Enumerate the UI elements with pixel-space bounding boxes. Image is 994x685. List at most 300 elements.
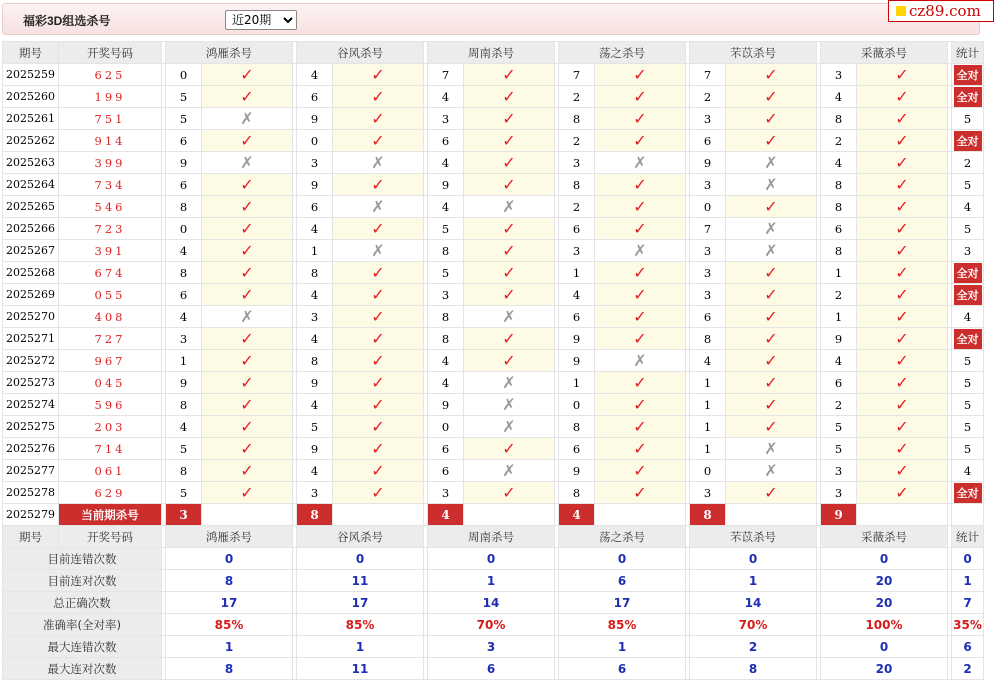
check-icon: ✓ — [595, 64, 686, 86]
kill-number-table — [2, 41, 984, 680]
summary-value: 100% — [821, 614, 948, 636]
summary-value: 70% — [428, 614, 555, 636]
summary-row — [3, 614, 984, 636]
check-icon: ✓ — [333, 130, 424, 152]
check-icon: ✓ — [202, 350, 293, 372]
kill-number: 2 — [821, 394, 857, 416]
check-icon: ✓ — [464, 152, 555, 174]
kill-number: 1 — [821, 306, 857, 328]
header-period: 期号 — [3, 526, 59, 548]
draw-number: 055 — [59, 284, 162, 306]
period-number: 2025261 — [3, 108, 59, 130]
period-number: 2025276 — [3, 438, 59, 460]
summary-label: 总正确次数 — [3, 592, 162, 614]
cross-icon: ✗ — [464, 196, 555, 218]
kill-number: 0 — [559, 394, 595, 416]
header-stats: 统计 — [952, 526, 984, 548]
summary-value: 1 — [297, 636, 424, 658]
check-icon: ✓ — [726, 372, 817, 394]
kill-number: 9 — [821, 328, 857, 350]
check-icon: ✓ — [464, 284, 555, 306]
kill-number: 3 — [428, 284, 464, 306]
table-row — [3, 152, 984, 174]
summary-value: 0 — [821, 636, 948, 658]
summary-label: 最大连对次数 — [3, 658, 162, 680]
kill-number: 6 — [166, 284, 202, 306]
check-icon: ✓ — [333, 372, 424, 394]
check-icon: ✓ — [464, 240, 555, 262]
row-stat: 5 — [952, 174, 984, 196]
header-expert-4: 荡之杀号 — [559, 42, 686, 64]
check-icon: ✓ — [333, 394, 424, 416]
draw-number: 596 — [59, 394, 162, 416]
check-icon: ✓ — [464, 64, 555, 86]
current-kill-number: 3 — [166, 504, 202, 526]
summary-value: 0 — [428, 548, 555, 570]
kill-number: 0 — [166, 64, 202, 86]
header-expert-2: 谷风杀号 — [297, 526, 424, 548]
check-icon: ✓ — [857, 196, 948, 218]
draw-number: 751 — [59, 108, 162, 130]
summary-value: 3 — [428, 636, 555, 658]
brand-logo[interactable] — [888, 0, 994, 22]
current-kill-blank — [464, 504, 555, 526]
summary-label: 目前连对次数 — [3, 570, 162, 592]
check-icon: ✓ — [333, 482, 424, 504]
all-correct-badge: 全对 — [954, 329, 982, 349]
cross-icon: ✗ — [726, 152, 817, 174]
row-stat: 5 — [952, 218, 984, 240]
kill-number: 3 — [821, 64, 857, 86]
current-kill-blank — [857, 504, 948, 526]
kill-number: 5 — [428, 218, 464, 240]
period-number: 2025270 — [3, 306, 59, 328]
period-number: 2025269 — [3, 284, 59, 306]
table-row — [3, 394, 984, 416]
period-number: 2025275 — [3, 416, 59, 438]
cross-icon: ✗ — [464, 460, 555, 482]
table-row — [3, 328, 984, 350]
current-kill-blank — [333, 504, 424, 526]
table-row — [3, 262, 984, 284]
summary-row — [3, 592, 984, 614]
summary-stat-value: 2 — [952, 658, 984, 680]
cross-icon: ✗ — [595, 240, 686, 262]
kill-number: 2 — [690, 86, 726, 108]
summary-value: 8 — [166, 570, 293, 592]
row-stat: 5 — [952, 350, 984, 372]
check-icon: ✓ — [857, 174, 948, 196]
kill-number: 6 — [559, 306, 595, 328]
check-icon: ✓ — [726, 350, 817, 372]
row-stat: 5 — [952, 108, 984, 130]
kill-number: 3 — [690, 482, 726, 504]
kill-number: 1 — [559, 372, 595, 394]
kill-number: 2 — [821, 284, 857, 306]
check-icon: ✓ — [464, 108, 555, 130]
period-number: 2025266 — [3, 218, 59, 240]
kill-number: 6 — [821, 372, 857, 394]
check-icon: ✓ — [202, 460, 293, 482]
kill-number: 8 — [297, 350, 333, 372]
kill-number: 3 — [297, 152, 333, 174]
summary-value: 1 — [690, 570, 817, 592]
check-icon: ✓ — [726, 328, 817, 350]
summary-value: 17 — [166, 592, 293, 614]
draw-number: 967 — [59, 350, 162, 372]
brand-square-icon — [896, 6, 906, 16]
period-number: 2025259 — [3, 64, 59, 86]
period-number: 2025264 — [3, 174, 59, 196]
kill-number: 4 — [297, 218, 333, 240]
check-icon: ✓ — [464, 438, 555, 460]
kill-number: 4 — [166, 416, 202, 438]
kill-number: 8 — [821, 108, 857, 130]
header-row — [3, 526, 984, 548]
check-icon: ✓ — [595, 130, 686, 152]
header-expert-5: 芣苡杀号 — [690, 42, 817, 64]
summary-row — [3, 570, 984, 592]
kill-number: 1 — [690, 372, 726, 394]
table-row — [3, 130, 984, 152]
check-icon: ✓ — [333, 306, 424, 328]
row-stat: 5 — [952, 394, 984, 416]
kill-number: 4 — [428, 152, 464, 174]
kill-number: 3 — [559, 240, 595, 262]
row-stat: 4 — [952, 460, 984, 482]
cross-icon: ✗ — [333, 196, 424, 218]
summary-value: 11 — [297, 658, 424, 680]
check-icon: ✓ — [464, 350, 555, 372]
check-icon: ✓ — [857, 86, 948, 108]
summary-stat-value: 0 — [952, 548, 984, 570]
kill-number: 6 — [166, 174, 202, 196]
cross-icon: ✗ — [464, 372, 555, 394]
kill-number: 5 — [821, 416, 857, 438]
check-icon: ✓ — [202, 328, 293, 350]
kill-number: 9 — [166, 152, 202, 174]
kill-number: 6 — [690, 306, 726, 328]
kill-number: 3 — [166, 328, 202, 350]
kill-number: 5 — [428, 262, 464, 284]
check-icon: ✓ — [857, 284, 948, 306]
header-expert-3: 周南杀号 — [428, 526, 555, 548]
kill-number: 8 — [690, 328, 726, 350]
check-icon: ✓ — [333, 262, 424, 284]
draw-number: 727 — [59, 328, 162, 350]
draw-number: 203 — [59, 416, 162, 438]
check-icon: ✓ — [202, 174, 293, 196]
row-stat — [952, 284, 984, 306]
page-title: 福彩3D组选杀号 — [23, 14, 111, 28]
draw-number: 061 — [59, 460, 162, 482]
check-icon: ✓ — [857, 394, 948, 416]
summary-stat-value: 1 — [952, 570, 984, 592]
kill-number: 0 — [690, 196, 726, 218]
kill-number: 6 — [297, 196, 333, 218]
kill-number: 3 — [297, 482, 333, 504]
check-icon: ✓ — [857, 306, 948, 328]
draw-number: 714 — [59, 438, 162, 460]
current-kill-label: 当前期杀号 — [59, 504, 162, 526]
header-expert-1: 鸿雁杀号 — [166, 42, 293, 64]
all-correct-badge: 全对 — [954, 483, 982, 503]
check-icon: ✓ — [202, 482, 293, 504]
kill-number: 7 — [690, 64, 726, 86]
kill-number: 0 — [297, 130, 333, 152]
check-icon: ✓ — [333, 86, 424, 108]
kill-number: 2 — [821, 130, 857, 152]
header-expert-4: 荡之杀号 — [559, 526, 686, 548]
check-icon: ✓ — [726, 196, 817, 218]
summary-label: 准确率(全对率) — [3, 614, 162, 636]
draw-number: 546 — [59, 196, 162, 218]
check-icon: ✓ — [464, 482, 555, 504]
kill-number: 5 — [166, 438, 202, 460]
check-icon: ✓ — [726, 86, 817, 108]
summary-value: 14 — [690, 592, 817, 614]
check-icon: ✓ — [464, 218, 555, 240]
table-row — [3, 460, 984, 482]
summary-value: 85% — [559, 614, 686, 636]
draw-number: 045 — [59, 372, 162, 394]
table-row — [3, 108, 984, 130]
kill-number: 2 — [559, 86, 595, 108]
kill-number: 4 — [821, 350, 857, 372]
check-icon: ✓ — [857, 108, 948, 130]
check-icon: ✓ — [595, 108, 686, 130]
cross-icon: ✗ — [333, 152, 424, 174]
check-icon: ✓ — [202, 86, 293, 108]
check-icon: ✓ — [857, 218, 948, 240]
kill-number: 4 — [297, 460, 333, 482]
header-expert-6: 采薇杀号 — [821, 42, 948, 64]
current-period-number: 2025279 — [3, 504, 59, 526]
check-icon: ✓ — [202, 416, 293, 438]
check-icon: ✓ — [857, 438, 948, 460]
check-icon: ✓ — [857, 152, 948, 174]
cross-icon: ✗ — [202, 306, 293, 328]
kill-number: 8 — [559, 482, 595, 504]
all-correct-badge: 全对 — [954, 87, 982, 107]
check-icon: ✓ — [857, 130, 948, 152]
kill-number: 9 — [166, 372, 202, 394]
check-icon: ✓ — [595, 196, 686, 218]
check-icon: ✓ — [202, 240, 293, 262]
check-icon: ✓ — [857, 416, 948, 438]
check-icon: ✓ — [726, 284, 817, 306]
row-stat: 5 — [952, 416, 984, 438]
summary-value: 1 — [428, 570, 555, 592]
summary-value: 1 — [559, 636, 686, 658]
current-kill-number: 8 — [690, 504, 726, 526]
check-icon: ✓ — [726, 416, 817, 438]
check-icon: ✓ — [726, 394, 817, 416]
kill-number: 0 — [166, 218, 202, 240]
kill-number: 6 — [559, 218, 595, 240]
kill-number: 5 — [166, 86, 202, 108]
summary-value: 6 — [559, 658, 686, 680]
kill-number: 9 — [559, 328, 595, 350]
cross-icon: ✗ — [726, 218, 817, 240]
header-expert-6: 采薇杀号 — [821, 526, 948, 548]
summary-value: 8 — [690, 658, 817, 680]
kill-number: 9 — [297, 108, 333, 130]
kill-number: 9 — [297, 174, 333, 196]
kill-number: 6 — [297, 86, 333, 108]
check-icon: ✓ — [333, 218, 424, 240]
summary-value: 0 — [821, 548, 948, 570]
kill-number: 9 — [297, 372, 333, 394]
current-kill-blank — [726, 504, 817, 526]
kill-number: 8 — [559, 108, 595, 130]
kill-number: 3 — [690, 262, 726, 284]
row-stat — [952, 130, 984, 152]
kill-number: 0 — [690, 460, 726, 482]
draw-number: 391 — [59, 240, 162, 262]
row-stat: 2 — [952, 152, 984, 174]
kill-number: 4 — [297, 328, 333, 350]
kill-number: 1 — [166, 350, 202, 372]
check-icon: ✓ — [464, 328, 555, 350]
cross-icon: ✗ — [726, 174, 817, 196]
kill-number: 7 — [428, 64, 464, 86]
kill-number: 3 — [428, 108, 464, 130]
summary-value: 70% — [690, 614, 817, 636]
check-icon: ✓ — [333, 284, 424, 306]
check-icon: ✓ — [202, 372, 293, 394]
check-icon: ✓ — [595, 328, 686, 350]
kill-number: 3 — [690, 174, 726, 196]
check-icon: ✓ — [595, 306, 686, 328]
check-icon: ✓ — [202, 130, 293, 152]
kill-number: 4 — [428, 196, 464, 218]
kill-number: 4 — [428, 350, 464, 372]
period-number: 2025263 — [3, 152, 59, 174]
cross-icon: ✗ — [464, 306, 555, 328]
check-icon: ✓ — [857, 372, 948, 394]
check-icon: ✓ — [333, 108, 424, 130]
all-correct-badge: 全对 — [954, 65, 982, 85]
draw-number: 408 — [59, 306, 162, 328]
header-draw: 开奖号码 — [59, 42, 162, 64]
kill-number: 4 — [821, 152, 857, 174]
kill-number: 4 — [166, 306, 202, 328]
check-icon: ✓ — [595, 174, 686, 196]
kill-number: 1 — [559, 262, 595, 284]
table-row — [3, 64, 984, 86]
table-row — [3, 372, 984, 394]
table-row — [3, 482, 984, 504]
kill-number: 5 — [297, 416, 333, 438]
period-range-select[interactable] — [225, 10, 297, 30]
current-kill-number: 4 — [559, 504, 595, 526]
kill-number: 1 — [690, 438, 726, 460]
kill-number: 8 — [166, 262, 202, 284]
kill-number: 8 — [166, 460, 202, 482]
kill-number: 9 — [297, 438, 333, 460]
summary-value: 17 — [297, 592, 424, 614]
check-icon: ✓ — [857, 460, 948, 482]
summary-row — [3, 548, 984, 570]
draw-number: 199 — [59, 86, 162, 108]
table-row — [3, 240, 984, 262]
kill-number: 3 — [821, 482, 857, 504]
current-kill-blank — [202, 504, 293, 526]
check-icon: ✓ — [595, 394, 686, 416]
check-icon: ✓ — [464, 86, 555, 108]
draw-number: 674 — [59, 262, 162, 284]
kill-number: 5 — [821, 438, 857, 460]
header-stats: 统计 — [952, 42, 984, 64]
header-period: 期号 — [3, 42, 59, 64]
period-number: 2025274 — [3, 394, 59, 416]
header-expert-3: 周南杀号 — [428, 42, 555, 64]
kill-number: 3 — [559, 152, 595, 174]
row-stat — [952, 64, 984, 86]
summary-value: 11 — [297, 570, 424, 592]
check-icon: ✓ — [595, 482, 686, 504]
kill-number: 8 — [166, 394, 202, 416]
table-row — [3, 350, 984, 372]
kill-number: 4 — [297, 284, 333, 306]
header-draw: 开奖号码 — [59, 526, 162, 548]
kill-number: 4 — [297, 394, 333, 416]
period-number: 2025277 — [3, 460, 59, 482]
kill-number: 6 — [821, 218, 857, 240]
check-icon: ✓ — [857, 482, 948, 504]
check-icon: ✓ — [726, 482, 817, 504]
kill-number: 6 — [166, 130, 202, 152]
check-icon: ✓ — [333, 174, 424, 196]
kill-number: 8 — [428, 306, 464, 328]
summary-value: 14 — [428, 592, 555, 614]
check-icon: ✓ — [202, 218, 293, 240]
check-icon: ✓ — [595, 262, 686, 284]
table-row — [3, 306, 984, 328]
summary-label: 最大连错次数 — [3, 636, 162, 658]
summary-value: 8 — [166, 658, 293, 680]
cross-icon: ✗ — [726, 460, 817, 482]
cross-icon: ✗ — [595, 350, 686, 372]
check-icon: ✓ — [202, 64, 293, 86]
kill-number: 4 — [690, 350, 726, 372]
period-number: 2025268 — [3, 262, 59, 284]
current-kill-number: 9 — [821, 504, 857, 526]
check-icon: ✓ — [333, 350, 424, 372]
kill-number: 4 — [428, 86, 464, 108]
table-row — [3, 218, 984, 240]
draw-number: 399 — [59, 152, 162, 174]
kill-number: 9 — [428, 174, 464, 196]
kill-number: 3 — [690, 108, 726, 130]
summary-value: 17 — [559, 592, 686, 614]
kill-number: 1 — [690, 394, 726, 416]
check-icon: ✓ — [857, 262, 948, 284]
kill-number: 1 — [821, 262, 857, 284]
cross-icon: ✗ — [726, 240, 817, 262]
current-kill-number: 8 — [297, 504, 333, 526]
period-number: 2025260 — [3, 86, 59, 108]
period-number: 2025272 — [3, 350, 59, 372]
header-row — [3, 42, 984, 64]
summary-value: 85% — [166, 614, 293, 636]
header-expert-1: 鸿雁杀号 — [166, 526, 293, 548]
check-icon: ✓ — [333, 64, 424, 86]
check-icon: ✓ — [464, 262, 555, 284]
kill-number: 4 — [821, 86, 857, 108]
table-row — [3, 86, 984, 108]
